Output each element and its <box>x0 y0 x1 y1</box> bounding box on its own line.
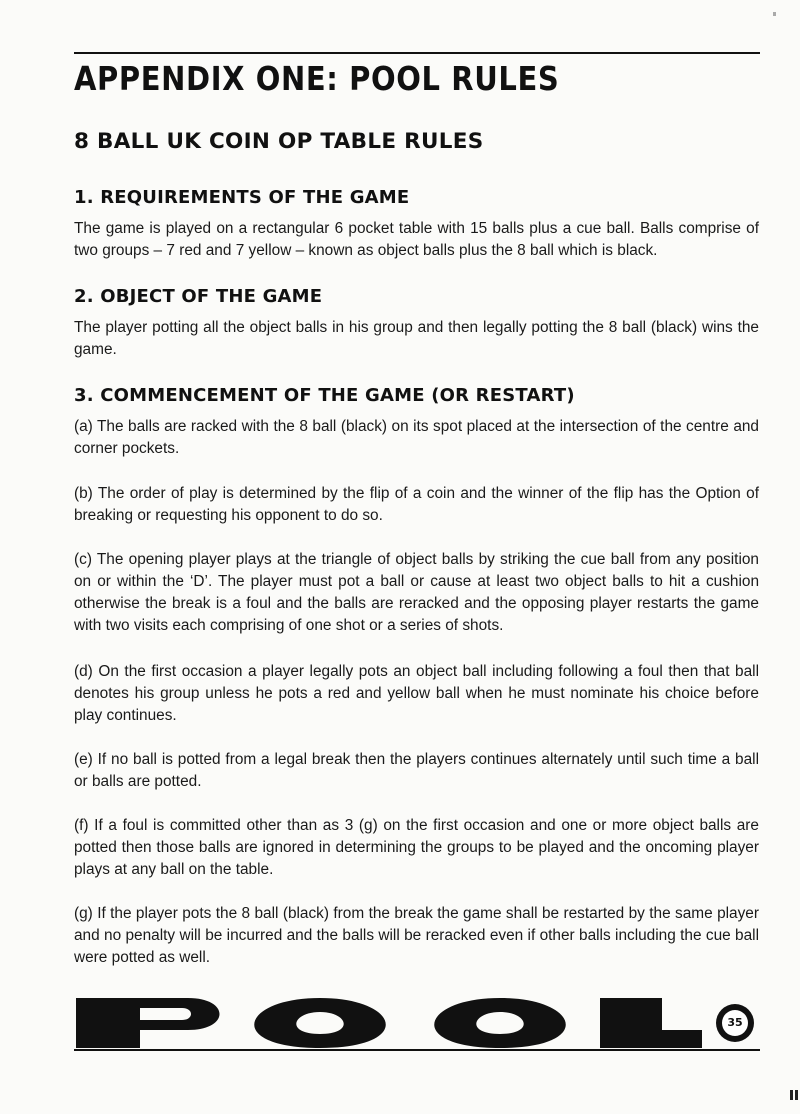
page-number: 35 <box>727 1016 743 1029</box>
section-heading-requirements: 1. REQUIREMENTS OF THE GAME <box>74 187 410 208</box>
section-heading-object: 2. OBJECT OF THE GAME <box>74 286 323 307</box>
paragraph-requirements: The game is played on a rectangular 6 pocket table with 15 balls plus a cue ball. Balls comprise of two groups – 7 red and 7 yellow – known as object balls plus the 8 ball which is black. <box>74 220 759 259</box>
header-rule <box>74 52 760 54</box>
page-title: APPENDIX ONE: POOL RULES <box>74 60 560 99</box>
paragraph-rule-d: (d) On the first occasion a player legally pots an object ball including following a foul then that ball denotes his group unless he pots a red and yellow ball when he must nominate his choice before play continues. <box>74 663 759 724</box>
scan-speck <box>773 12 776 16</box>
paragraph-rule-e: (e) If no ball is potted from a legal break then the players continues alternately until such time a ball or balls are potted. <box>74 751 759 790</box>
paragraph-rule-g: (g) If the player pots the 8 ball (black) from the break the game shall be restarted by the same player and no penalty will be incurred and the balls will be reracked even if other balls including the cue ball were potted as well. <box>74 905 759 966</box>
section-heading-commencement: 3. COMMENCEMENT OF THE GAME (OR RESTART) <box>74 385 575 406</box>
pool-logo <box>70 990 770 1050</box>
paragraph-rule-a: (a) The balls are racked with the 8 ball (black) on its spot placed at the intersection of the centre and corner pockets. <box>74 418 759 457</box>
paragraph-object: The player potting all the object balls in his group and then legally potting the 8 ball (black) wins the game. <box>74 319 759 358</box>
paragraph-rule-b: (b) The order of play is determined by the flip of a coin and the winner of the flip has the Option of breaking or requesting his opponent to do so. <box>74 485 759 524</box>
footer-rule <box>74 1049 760 1051</box>
scan-mark <box>790 1090 793 1100</box>
page-subtitle: 8 BALL UK COIN OP TABLE RULES <box>74 129 484 154</box>
paragraph-rule-f: (f) If a foul is committed other than as 3 (g) on the first occasion and one or more object balls are potted then those balls are ignored in determining the groups to be played and the oncoming player plays at any ball on the table. <box>74 817 759 878</box>
paragraph-rule-c: (c) The opening player plays at the triangle of object balls by striking the cue ball from any position on or within the ‘D’. The player must pot a ball or cause at least two object balls to hit a cushion otherwise the break is a foul and the balls are reracked and the opposing player restarts the game with two visits each comprising of one shot or a series of shots. <box>74 551 759 634</box>
scan-mark <box>795 1090 798 1100</box>
